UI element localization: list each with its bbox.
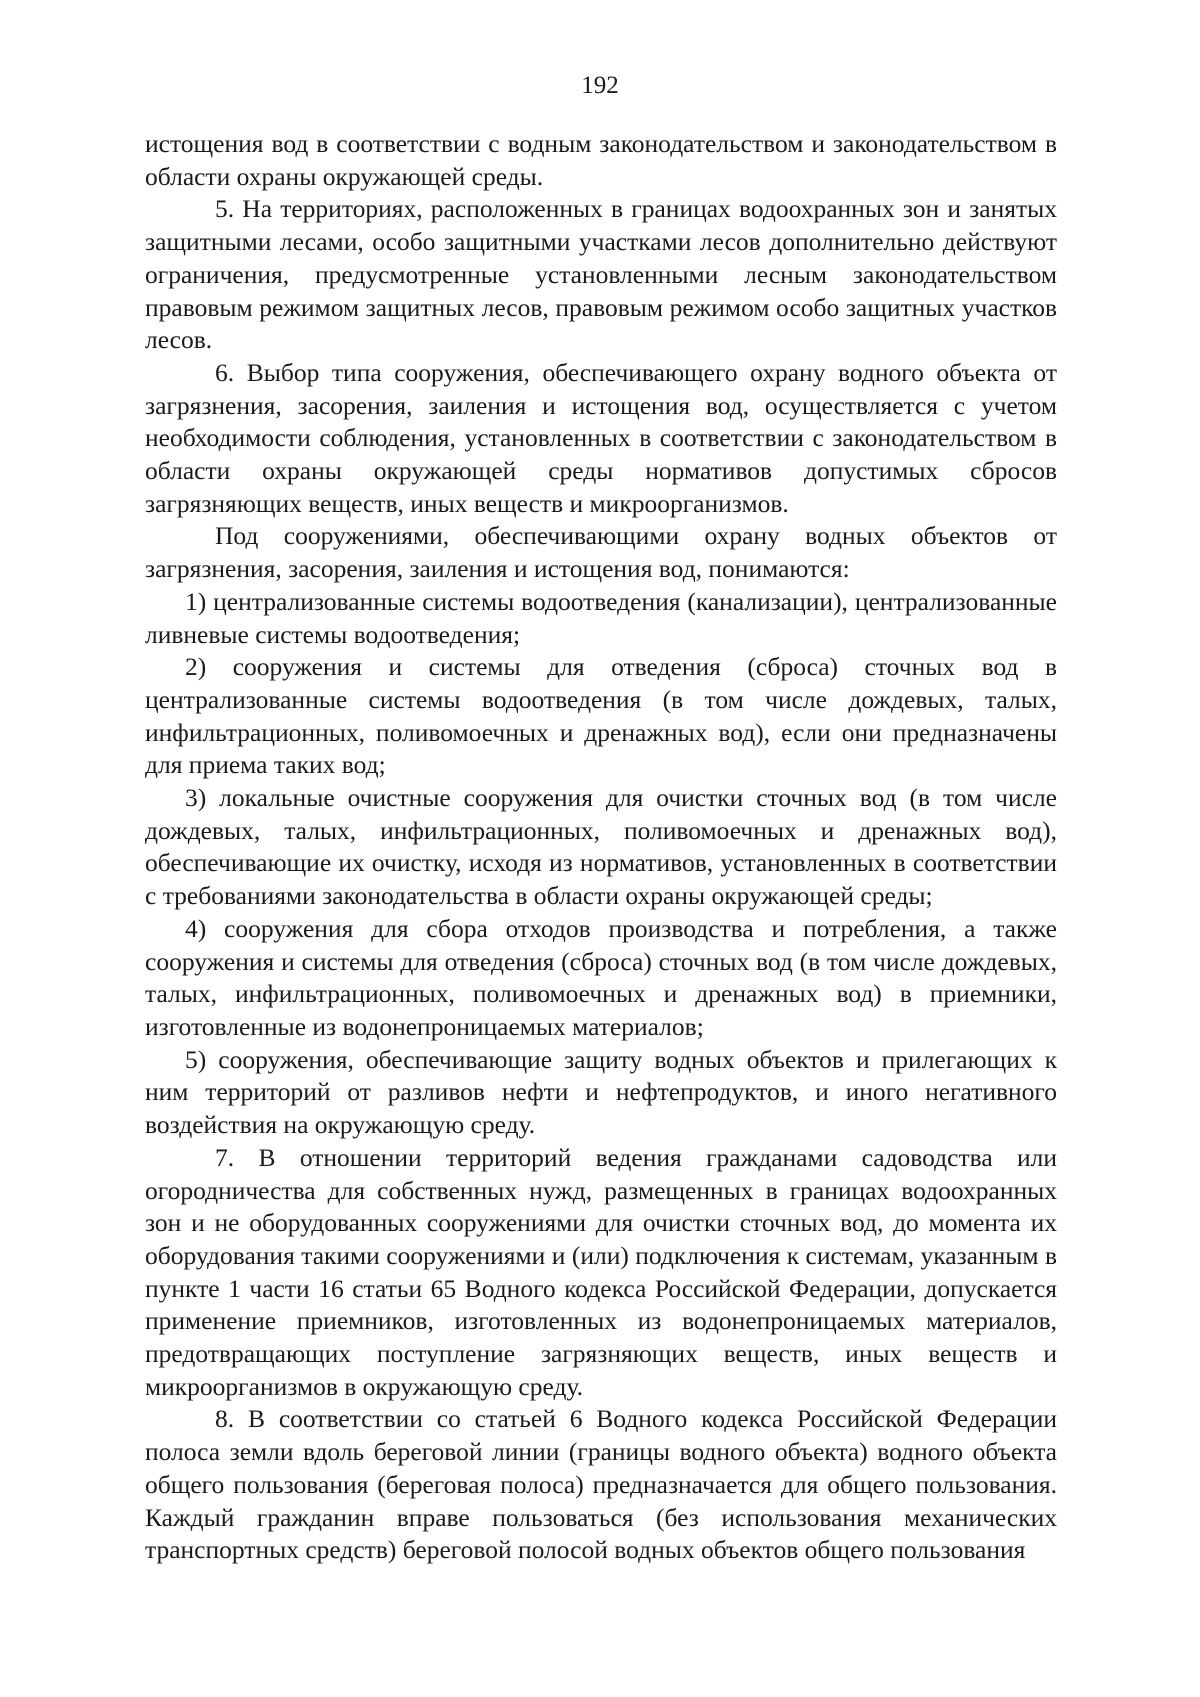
paragraph-item-7: 7. В отношении территорий ведения гражданами садоводства или огородничества для собственных нужд, размещенных в границах водоохранных зон и не оборудованных сооружениями для очистки сточных вод, до момента их оборудования такими сооружениями и (или) подключения к системам, указанным в пункте 1 части 16 статьи 65 Водного кодекса Российской Федерации, допускается применение приемников, изготовленных из водонепроницаемых материалов, предотвращающих поступление загрязняющих веществ, иных веществ и микроорганизмов в окружающую среду. bbox=[145, 1142, 1057, 1401]
list-item-5: 5) сооружения, обеспечивающие защиту водных объектов и прилегающих к ним территорий от разливов нефти и нефтепродуктов, и иного негативного воздействия на окружающую среду. bbox=[145, 1044, 1057, 1140]
list-item-3: 3) локальные очистные сооружения для очистки сточных вод (в том числе дождевых, талых, инфильтрационных, поливомоечных и дренажных вод), обеспечивающие их очистку, исходя из нормативов, установленных в соответствии с требованиями законодательства в области охраны окружающей среды; bbox=[145, 783, 1057, 911]
paragraph-continuation: истощения вод в соответствии с водным законодательством и законодательством в области охраны окружающей среды. bbox=[145, 129, 1057, 191]
paragraph-item-5: 5. На территориях, расположенных в границах водоохранных зон и занятых защитными лесами, особо защитными участками лесов дополнительно действуют ограничения, предусмотренные установленными лесным законодательством правовым режимом защитных лесов, правовым режимом особо защитных участков лесов. bbox=[145, 194, 1057, 355]
list-item-1: 1) централизованные системы водоотведения (канализации), централизованные ливневые системы водоотведения; bbox=[145, 586, 1057, 649]
paragraph-structures-intro: Под сооружениями, обеспечивающими охрану водных объектов от загрязнения, засорения, заиления и истощения вод, понимаются: bbox=[145, 521, 1057, 584]
paragraph-item-8: 8. В соответствии со статьей 6 Водного кодекса Российской Федерации полоса земли вдоль береговой линии (границы водного объекта) водного объекта общего пользования (береговая полоса) предназначается для общего пользования. Каждый гражданин вправе пользоваться (без использования механических транспортных средств) береговой полосой водных объектов общего пользования bbox=[145, 1404, 1057, 1565]
body-text bbox=[145, 128, 1057, 1567]
list-item-4: 4) сооружения для сбора отходов производства и потребления, а также сооружения и системы для отведения (сброса) сточных вод (в том числе дождевых, талых, инфильтрационных, поливомоечных и дренажных вод) в приемники, изготовленные из водонепроницаемых материалов; bbox=[145, 913, 1057, 1041]
list-item-2: 2) сооружения и системы для отведения (сброса) сточных вод в централизованные системы водоотведения (в том числе дождевых, талых, инфильтрационных, поливомоечных и дренажных вод), если они предназначены для приема таких вод; bbox=[145, 652, 1057, 780]
page-number: 192 bbox=[581, 72, 619, 99]
paragraph-item-6: 6. Выбор типа сооружения, обеспечивающего охрану водного объекта от загрязнения, засорения, заиления и истощения вод, осуществляется с учетом необходимости соблюдения, установленных в соответствии с законодательством в области охраны окружающей среды нормативов допустимых сбросов загрязняющих веществ, иных веществ и микроорганизмов. bbox=[145, 357, 1057, 518]
